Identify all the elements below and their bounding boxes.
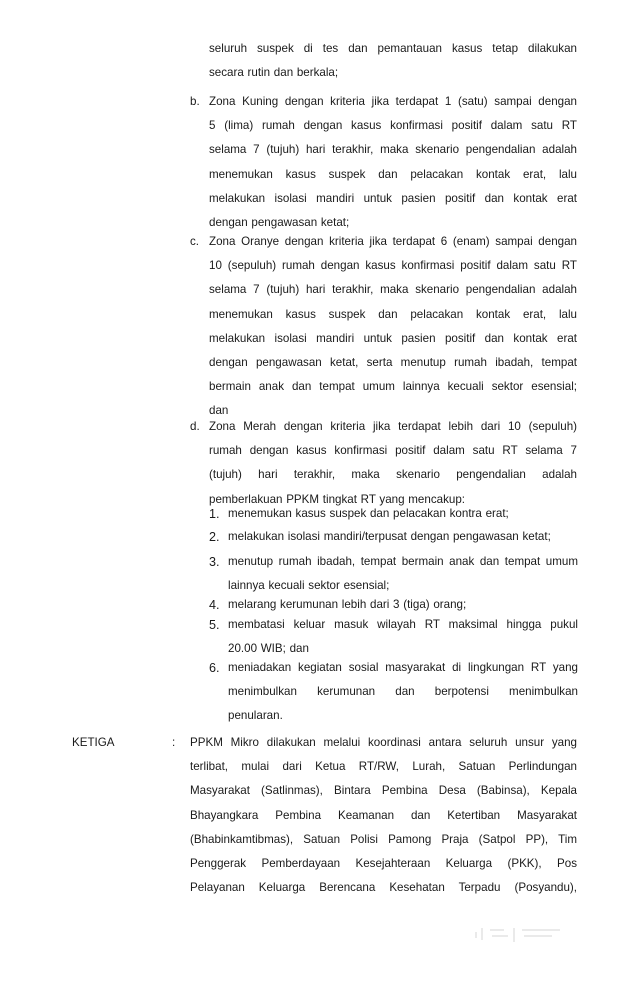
text-line: menemukan kasus suspek dan pelacakan kontak erat, lalu (209, 307, 577, 321)
list-marker-d: d. (190, 420, 200, 433)
text-line: lainnya kecuali sektor esensial; (228, 579, 390, 593)
text-line: seluruh suspek di tes dan pemantauan kasus tetap dilakukan (209, 42, 577, 55)
text-line: Zona Kuning dengan kriteria jika terdapat 1 (satu) sampai dengan (209, 95, 577, 108)
text-line: 5 (lima) rumah dengan kasus konfirmasi positif dalam satu RT (209, 119, 577, 133)
zone-oranye-paragraph (209, 230, 577, 424)
text-line: meniadakan kegiatan sosial masyarakat di lingkungan RT yang (228, 661, 578, 674)
text-line: membatasi keluar masuk wilayah RT maksimal hingga pukul (228, 618, 578, 631)
measure-marker-3: 3. (209, 555, 220, 569)
text-line: melakukan isolasi mandiri untuk pasien positif dan kontak erat (209, 331, 577, 345)
text-line: dan (209, 404, 229, 418)
scan-mark-decoration (470, 918, 570, 948)
text-line: bermain anak dan tempat umum lainnya kecuali sektor esensial; (209, 380, 577, 394)
text-line: Pelayanan Keluarga Berencana Kesehatan Terpadu (Posyandu), (190, 881, 577, 895)
text-line: PPKM Mikro dilakukan melalui koordinasi antara seluruh unsur yang (190, 736, 577, 749)
text-line: Zona Merah dengan kriteria jika terdapat lebih dari 10 (sepuluh) (209, 420, 577, 433)
text-line: selama 7 (tujuh) hari terakhir, maka skenario pengendalian adalah (209, 143, 577, 157)
measure-item-1 (228, 502, 578, 526)
text-line: Bhayangkara Pembina Keamanan dan Ketertiban Masyarakat (190, 808, 577, 822)
text-line: menimbulkan kerumunan dan berpotensi menimbulkan (228, 685, 578, 699)
measure-item-2 (228, 525, 578, 549)
text-line: 10 (sepuluh) rumah dengan kasus konfirmasi positif dalam satu RT (209, 259, 577, 273)
text-line: menutup rumah ibadah, tempat bermain anak dan tempat umum (228, 555, 578, 568)
text-line: terlibat, mulai dari Ketua RT/RW, Lurah, Satuan Perlindungan (190, 760, 577, 774)
text-line: secara rutin dan berkala; (209, 66, 339, 80)
list-marker-c: c. (190, 235, 200, 248)
measure-marker-5: 5. (209, 618, 220, 632)
text-line: melarang kerumunan lebih dari 3 (tiga) orang; (228, 598, 467, 611)
text-line: (Bhabinkamtibmas), Satuan Polisi Pamong Praja (Satpol PP), Tim (190, 832, 577, 846)
text-line: melakukan isolasi mandiri/terpusat dengan pengawasan ketat; (228, 530, 551, 543)
zone-kuning-paragraph (209, 90, 577, 235)
text-line: menemukan kasus suspek dan pelacakan kontak erat, lalu (209, 167, 577, 181)
measure-item-6 (228, 656, 578, 729)
zone-merah-paragraph (209, 415, 577, 512)
text-line: melakukan isolasi mandiri untuk pasien positif dan kontak erat (209, 191, 577, 205)
list-marker-b: b. (190, 95, 200, 108)
measure-marker-4: 4. (209, 598, 220, 612)
text-line: Masyarakat (Satlinmas), Bintara Pembina Desa (Babinsa), Kepala (190, 784, 577, 798)
text-line: Zona Oranye dengan kriteria jika terdapat 6 (enam) sampai dengan (209, 235, 577, 248)
text-line: rumah dengan kasus konfirmasi positif dalam satu RT selama 7 (209, 444, 577, 458)
measure-item-3 (228, 550, 578, 598)
text-line: 20.00 WIB; dan (228, 642, 309, 656)
ketiga-paragraph (190, 731, 577, 900)
text-line: selama 7 (tujuh) hari terakhir, maka skenario pengendalian adalah (209, 283, 577, 297)
text-line: Penggerak Pemberdayaan Kesejahteraan Keluarga (PKK), Pos (190, 857, 577, 871)
measure-item-5 (228, 613, 578, 661)
text-line: menemukan kasus suspek dan pelacakan kontra erat; (228, 507, 509, 520)
section-label-ketiga: KETIGA (72, 736, 115, 749)
text-line: penularan. (228, 709, 283, 723)
measure-marker-6: 6. (209, 661, 220, 675)
measure-marker-1: 1. (209, 507, 220, 521)
text-line: (tujuh) hari terakhir, maka skenario pengendalian adalah (209, 468, 577, 482)
text-line: pemberlakuan PPKM tingkat RT yang mencakup: (209, 492, 465, 506)
measure-marker-2: 2. (209, 530, 220, 544)
intro-paragraph (209, 37, 577, 85)
text-line: dengan pengawasan ketat, serta menutup rumah ibadah, tempat (209, 356, 577, 370)
text-line: dengan pengawasan ketat; (209, 216, 350, 230)
section-colon: : (172, 736, 176, 749)
